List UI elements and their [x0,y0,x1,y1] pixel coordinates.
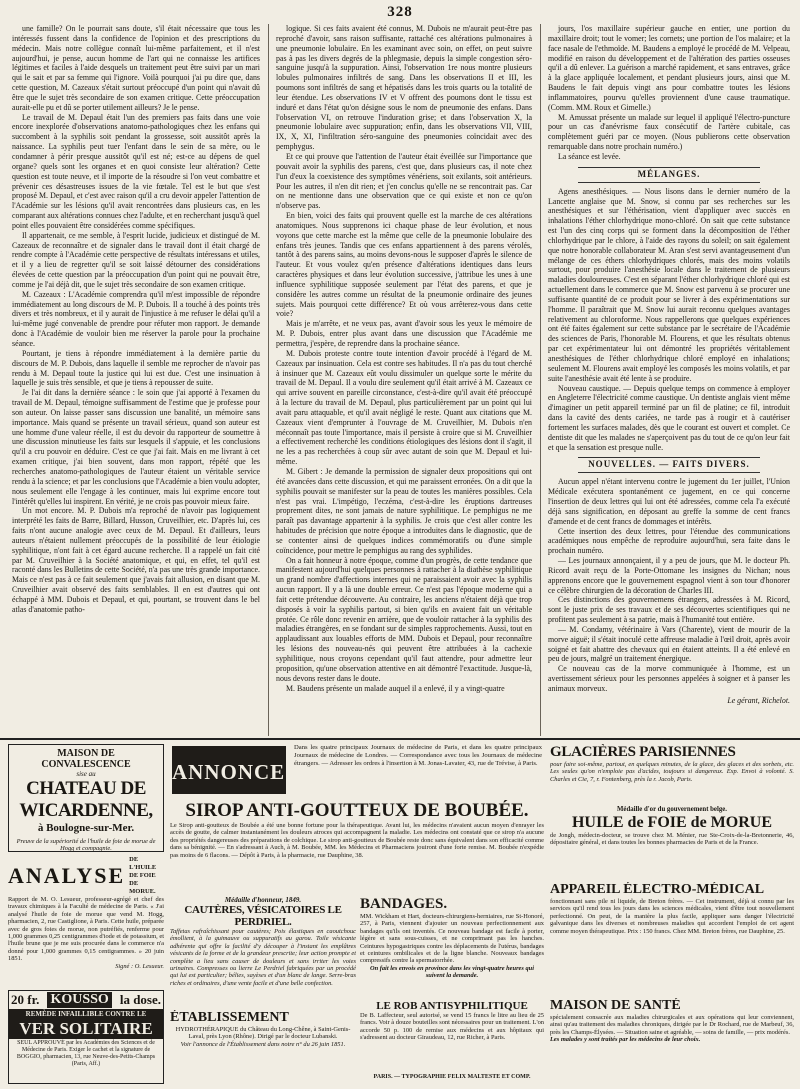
ad-kousso-line: REMÈDE INFAILLIBLE CONTRE LE [9,1009,163,1019]
ad-perdriel [170,896,356,1006]
paragraph: Agens anesthésiques. — Nous lisons dans le dernier numéro de la Lancette anglaise que M. Snow, si connu par ses recherches sur les anesthésiques et sur l'éthérisation, vient d'appliquer avec succès en inhalations l'éther chlorhydrique mono-chloré. On sait que cette substance est l'un des cinq corps qui se forment dans la décomposition de l'éther chlorhydrique par le chlore, à l'aide des rayons du soleil; on sait également que notre honorable collaborateur M. Aran s'est servi avantageusement d'un mélange de ces éthers chlorhydriques chlorés, mais des moins volatils surtout, pour produire l'anesthésie locale dans le traitement de plusieurs maladies douloureuses. C'est en séparant l'éther chlorhydrique chloré qui est actuellement dans le commerce que M. Snow est parvenu à se procurer une suffisante quantité de ce produit pour se livrer à des expérimentations sur l'homme. Il paraîtrait que M. Snow lui aurait reconnu quelques avantages relativement au chloroforme. Nous rappellerons que quelques expériences ont été faites également sur cette substance par le secrétaire de l'Académie des sciences de Paris, l'honorable M. Flourens, et que les résultats obtenus par cet expérimentateur lui ont démontré les propriétés véritablement anesthésiques de l'éther chlorhydrique chloré employé en inhalations; seulement M. Flourens avait employé les composés les moins volatils, et par suite l'anesthésie avait été lente à se produire. [548,186,790,383]
ad-convalescence [8,744,164,852]
ad-huile-body: de Jongh, médecin-docteur, se trouve chez M. Ménier, rue Ste-Croix-de-la-Bretonnerie, 46, dépositaire général, et dans toutes les bonnes pharmacies de Paris et de la France. [550,832,794,847]
paragraph: M. Dubois proteste contre toute intention d'avoir procédé à l'égard de M. Cazeaux par insinuation. Cela est contre ses habitudes. Il n'a pas du tout cherché à insinuer que M. Cazeaux eût voulu dissimuler un quelque sorte le mérite du travail de M. Depaul. Il a voulu dire seulement qu'il était arrivé à M. Cazeaux ce qui arrive souvent en pareille circonstance, c'est-à-dire qu'il avait été préoccupé à la lecture du travail de M. Depaul, plus particulièrement par un point qui lui avait paru attaquable, et qu'il avait négligé le reste. Quant aux citations que M. Cazeaux vient d'emprunter à l'ouvrage de M. Cruveilhier, M. Dubois n'en méconnaît pas toute l'importance, mais il persiste à croire que si M. Cruveilhier a effectivement recherché les conditions étiologiques des lésions dont il s'agit, il ne les a pas recherchées à coup sûr avec autant de soin que M. Depaul et lui-même. [276,348,532,467]
ad-electro-body: fonctionnant sans pile ni liquide, de Breton frères. — Cet instrument, déjà si connu par les services qu'il rend tous les jours dans les sciences médicales, vient d'être tout nouvellement perfectionné. On peut, de la manière la plus facile, appliquer sans danger l'électricité galvanique dans les diverses et nombreuses maladies qui accordent l'emploi de cet agent comme moyen thérapeutique. Prix : 150 francs. Chez MM. Breton frères, rue Dauphine, 25. [550,898,794,935]
ad-kousso-body: SEUL APPROUVÉ par les Académies des Sciences et de Médecine de Paris. Exiger le cachet et la signature de BOGGIO, pharmacien, 13, rue Neuve-des-Petits-Champs (Paris, Aff.) [16,1040,156,1067]
ad-perdriel-body: Taffetas rafraîchissant pour cautères; Pois élastiques en caoutchouc émollient, à la guimauve ou suppuratifs au garou. Toile vésicante adhérente qui offre la facilité d'y découper à l'instant les emplâtres vésicants de la forme et de la grandeur prescrite; leur action prompte et complète a lieu sans causer de douleurs et sans irriter les voies urinaires. Compresses ou lierre Le Perdriel fabriquées par un procédé qui lui est particulier; bélies, sayèses et d'un blanc de lange. Serre-bras riches et ordinaires, d'une vente facile et d'une belle confection. [170,928,356,987]
column-3-intro [548,24,790,162]
signature: Le gérant, Richelot. [727,695,790,705]
ad-bandages-note: On fait les envois en province dans les vingt-quatre heures qui suivent la demande. [369,964,535,980]
ad-electro [550,882,794,994]
paragraph: M. Cazeaux : L'Académie comprendra qu'il m'est impossible de répondre immédiatement au long discours de M. P. Dubois. Il a touché à des points très divers et très nombreux, et il y aurait de l'injustice à me refuser le délai qu'il a lui-même jugé convenable de prendre pour réfuter mon rapport. Je demande donc à l'Académie de vouloir bien me réserver la parole pour la prochaine séance. [12,289,260,348]
ad-sirop [170,800,544,892]
ad-rob [360,1000,544,1072]
ad-annonces-header [170,744,544,798]
ad-maison-sante [550,998,794,1086]
ad-analyse-title: ANALYSE [8,863,126,888]
ad-etablissement-sub: HYDROTHÉRAPIQUE du Château du Long-Chêne, à Saint-Genis-Laval, près Lyon (Rhône). Dirigé par le docteur Lubanski. [175,1026,351,1041]
printer-line: PARIS. — TYPOGRAPHIE FÉLIX MALTESTE ET COMP. [373,1074,531,1080]
column-3 [548,24,790,736]
annonces-side: Dans les quatre principaux Journaux de médecine de Paris, et dans les quatre principaux Journaux de médecine de Londres. — Correspondance avec tous les Journaux de médecine étrangers. — Adresser les ordres à l'insertion à M. Jonas-Lavater, 43, rue de Trévise, à Paris. [294,744,542,767]
ad-etablissement-note: Voir l'annonce de l'Établissement dans notre n° du 26 juin 1851. [180,1040,346,1048]
ad-bandages-title: BANDAGES. [360,896,448,912]
ad-convalescence-chateau: CHATEAU DE WICARDENNE, [19,778,153,821]
paragraph: jours, l'os maxillaire supérieur gauche en entier, une portion du maxillaire droit; tout le vomer; les cornets; une portion de l'os malaire; et la face nasale de l'ethmoïde. M. Baudens a employé le procédé de M. Velpeau, modifié en raison du développement et de l'altération des parties osseuses qu'il a dû enlever. La guérison a marché rapidement, et sans entraves, grâce à la glace appliquée localement, et pendant plusieurs jours, ainsi que M. Baudens le fait depuis vingt ans pour combattre toutes les lésions inflammatoires, pourvu qu'elles proviennent d'une cause traumatique. (Comm. MM. Roux et Gimelle.) [548,24,790,112]
ad-kousso-big: VER SOLITAIRE [9,1019,163,1039]
ad-rob-body: De B. Laffecteur, seul autorisé, se vend 15 francs le litre au lieu de 25 francs. Voir à douze bouteilles sont nécessaires pour un traitement. L'on accorde 50 p. 100 de remise aux médecins et aux hôpitaux qui s'adressent au docteur Giraudeau, 12, rue Richer, à Paris. [360,1012,544,1042]
ad-kousso-dose: la dose. [119,992,161,1007]
paragraph: Le travail de M. Depaul était l'un des premiers pas faits dans une voie encore inexplorée d'observations anatomo-pathologiques chez les enfans qui succombent à la syphilis soit pendant la grossesse, soit aussitôt après la naissance. La syphilis peut tuer l'enfant dans le sein de sa mère, ou le condamner à périr presque aussitôt qu'il est né; est-ce au dépens de quel organe? quels sont les organes et en quoi consiste leur altération? Cette question est toute neuve, et il importe de la résoudre si l'on veut combattre et prévenir ces désastreuses issues de la vie fœtale. Tel est le but que s'est proposé M. Depaul, et c'est avec raison qu'il a cru devoir appeler l'attention de l'Académie sur les lésions qu'il avait rencontrées dans plusieurs cas, en les comparant aux altérations connues chez l'adulte, et en recherchant jusqu'à quel point elles pouvaient être considérées comme spécifiques. [12,112,260,230]
paragraph: Mais je m'arrête, et ne veux pas, avant d'avoir sous les yeux le mémoire de M. P. Dubois, entrer plus avant dans une discussion que l'Académie me permettra, j'espère, de reprendre dans la prochaine séance. [276,319,532,348]
ad-analyse-subtitle: DE L'HUILE DE FOIE DE MORUE. [129,856,157,895]
ad-perdriel-top: Médaille d'honneur, 1849. [224,896,302,904]
ad-convalescence-sub: sise au [76,770,96,778]
paragraph: Aucun appel n'étant intervenu contre le jugement du 1er juillet, l'Union Médicale exécutera spontanément ce jugement, en ce qui concerne l'insertion de deux lettres qui lui ont été adressées, comme cela l'a exécuté déjà sans signification, en déposant au greffe la somme de cent francs d'amende et de cent francs de dommages et intérêts. [548,477,790,526]
ad-huile [550,806,794,878]
section-title-nouvelles: NOUVELLES. — FAITS DIVERS. [548,457,790,473]
paragraph: La séance est levée. [558,151,621,161]
paragraph: — Les journaux annonçaient, il y a peu de jours, que M. le docteur Ph. Ricord avait reçu de la Porte-Ottomane les insignes du Nichan; nous apprenons encore que le gouvernement espagnol vient à son tour d'honorer ce célèbre chirurgien de la décoration de Charles III. [548,556,790,595]
paragraph: Et ce qui prouve que l'attention de l'auteur était éveillée sur l'importance que pouvait avoir la syphilis des parens, c'est que, dans plusieurs cas, il note chez l'un d'eux la coexistence des symptômes vénériens, soit exilants, soit antérieurs. Pour les autres, il n'en dit rien; et j'en conclus qu'elle ne se rencontrait pas. Car on ne mentionne dans une observation que ce qui existe et non ce qu'on n'observe pas. [276,151,532,211]
paragraph: une famille? On le pourrait sans doute, s'il était nécessaire que tous les intéressés fussent dans la confidence de l'opinion et des prescriptions du médecin. Mais notre collègue connaît lui-même parfaitement, et il n'est aujourd'hui, je pense, aucun homme de l'art qui ne connaisse les artifices légitimes et faciles à l'aide desquels un traitement peut être suivi par un mari qui le sait et par sa femme qui l'ignore. Voilà pourquoi j'ai pu dire que, dans cette question, M. Cazeaux s'était surtout préoccupé d'un point qui n'avait dû être que le sujet très secondaire de son examen critique. Cette préoccupation aurait-elle pu et dû se porter utilement ailleurs? Je le pense. [12,24,260,112]
paragraph: Un mot encore. M. P. Dubois m'a reproché de n'avoir pas logiquement interprété les faits de Barre, Billard, Husson, Cruveilhier, etc. D'après lui, ces faits n'ont aucune analogie avec ceux de M. Depaul. Et d'ailleurs, leurs auteurs n'étaient nullement préoccupés de la possibilité de leur étiologie syphilitique, n'ont fait à cet égard aucune recherche. Il a rappelé un fait cité par M. Cruveilhier à la Société anatomique, et qui, en effet, tel qu'il est raconté dans les Bulletins de cette Société, n'a pas une très grande importance. Mais ce n'est pas à ce fait seulement que j'avais fait allusion, en disant que M. Cruveilhier avait observé des faits semblables. Il en est d'autres qui ont échappé à MM. Dubois et Depaul, et qui, pourtant, se trouvent dans le bel atlas d'anatomie patho- [12,506,260,614]
ad-kousso [8,990,164,1084]
ad-bandages-body: MM. Wickham et Hart, docteurs-chirurgiens-herniaires, rue St-Honoré, 257, à Paris, viennent d'ajouter un nouveau perfectionnement aux bandages qu'ils ont inventés. Ce nouveau bandage est facile à porter, légère et sans sous-cuisses, et ne comprimant pas les hanches. Ceintures hypogastriques contre les déplacements de l'utérus, bandages et ceintures ombilicales et de la ligne blanche. Nouveaux bandages compressifs contre la spermatorrhée. [360,913,544,965]
ad-etablissement-title: ÉTABLISSEMENT [170,1010,289,1025]
column-divider [540,24,541,736]
ad-glacieres-title: GLACIÈRES PARISIENNES [550,744,736,760]
paragraph: — M. Condamy, vétérinaire à Vars (Charente), vient de mourir de la morve aiguë; il s'était inoculé cette affreuse maladie à l'œil droit, après avoir soigné et fait abattre des chevaux qui en étaient atteints. Il a été enlevé en peu de jours, malgré un traitement énergique. [548,624,790,664]
column-1 [12,24,260,736]
ad-sirop-body: Le Sirop anti-goutteux de Boubée a été une bonne fortune pour la thérapeutique. Avant lui, les médecins n'avaient aucun moyen d'enrayer les accès de goutte, de calmer instantanément les douleurs atroces qui accompagnent la maladie. Les médecins ont constaté que ce sirop n'a aucune des propriétés dangereuses des préparations de colchique. Le sirop anti-goutteux de Boubée reste donc sans équivalent dans son efficacité comme dans sa bénignité. — En s'adressant à Auch, à M. Boubée, MM. les Médecins et Pharmaciens jouiront d'une forte remise. M. Boubée n'expédie pas moins de 6 flacons. — Dépôt à Paris, à la pharmacie, rue Dauphine, 38. [170,822,544,859]
ad-bandages [360,896,544,996]
ad-convalescence-title: MAISON DE CONVALESCENCE [41,748,131,770]
page-number: 328 [387,4,413,20]
paragraph: On a fait honneur à notre époque, comme d'un progrès, de cette tendance que manifestent aujourd'hui quelques personnes à rattacher à la diathèse syphilitique un grand nombre d'affections internes qui ne paraissaient avoir avec la syphilis aucun rapport. Il y a là une double erreur. Ce n'est pas l'époque moderne qui a fait cette prétendue découverte. Au contraire, les anciens n'étaient déjà que trop disposés à voir la syphilis partout, si bien qu'ils en avaient fait un véritable protée. Ce rôle donc revenir en arrière, que de vouloir rattacher à la syphilis des maladies étrangères, en se fondant sur de simples rapprochements. Aussi, tout en applaudissant aux louables efforts de MM. Dubois et Depaul, pour reconnaître les lésions des nouveau-nés qui peuvent être attribuées à la cachexie syphilitique, nous croyons cependant qu'il faut attendre, pour admettre leur proposition, qu'une observation attentive en ait démontré l'exactitude. Jusque-là, nous devons rester dans le doute. [276,555,532,683]
ad-sirop-title: SIROP ANTI-GOUTTEUX DE BOUBÉE. [185,800,529,821]
section-nouvelles [548,477,790,694]
ad-sante-title: MAISON DE SANTÉ [550,998,681,1013]
ad-huile-title: HUILE de FOIE de MORUE [571,814,772,831]
ad-kousso-price: 20 fr. [11,992,40,1007]
paragraph: Ce nouveau cas de la morve communiquée à l'homme, est un avertissement sérieux pour les personnes appelées à soigner et à panser les animaux morveux. [548,664,790,693]
ad-sante-note: Les malades y sont traités par les médecins de leur choix. [550,1036,701,1044]
paragraph: Ces distinctions des gouvernemens étrangers, adressées à M. Ricord, sont le juste prix de ses travaux et de ses découvertes scientifiques qui ne profitent pas seulement à sa patrie, mais à l'humanité tout entière. [548,595,790,625]
paragraph: M. Amussat présente un malade sur lequel il appliqué l'électro-puncture pour un cas d'anévrisme faux consécutif de l'artère cubitale, cas complètement guéri par ce moyen. (Nous publierons cette observation remarquable dans notre prochain numéro.) [548,112,790,152]
ad-convalescence-body: Preuve de la supériorité de l'huile de foie de morue de Hogg et compagnie. [16,838,156,852]
section-title-melanges: MÉLANGES. [548,167,790,183]
ad-analyse-sign: Signé : O. Lesueur. [115,962,164,970]
paragraph: Nouveau caustique. — Depuis quelque temps on commence à employer en Angleterre l'électricité comme caustique. Un dentiste anglais vient même d'imaginer un petit appareil terminé par un fil de platine; ce fil, introduit dans la cavité des dents cariées, ne tarde pas à rougir et à cautériser fortement les surfaces malades, dès que le courant est ouvert et complet. Ce dentiste dit que les malades ne s'aperçoivent pas du tout de ce qu'on leur fait et que la sensation est presque nulle. [548,383,790,452]
ads-separator [0,738,800,740]
paragraph: En bien, voici des faits qui prouvent quelle est la marche de ces altérations anatomiques. Nous supprenons ici chaque phase de leur évolution, et nous voyons que cette marche est la même que celle de la pneumonie lobulaire des enfans très jeunes. Tandis que ces enfans appartiennent à des parens vérolés, tantôt à des parens sains, au moins devons-nous le supposer d'après le silence de l'auteur. Et vous voulez qu'en présence d'altérations identiques dans leurs caractères physiques et dans leur évolution successive, j'attribue les unes à une influence syphilitique supposée seulement par l'état des parens, et que je considère les autres comme un résultat de la pneumonie ordinaire des jeunes sujets. Mais pourquoi cette différence? Et où vous arrêterez-vous dans cette voie? [276,211,532,319]
ad-huile-top: Médaille d'or du gouvernement belge. [617,806,727,813]
ad-analyse-body: Rapport de M. O. Lesueur, professeur-agrégé et chef des travaux chimiques à la Faculté de médecine de Paris. « J'ai analysé l'huile de foie de morue que vend M. Hogg, pharmacien, 2, rue Castiglione, à Paris. Cette huile, préparée avec de gros foies de morue, non putréfiés, renferme pour 1,000 grammes 0,25 centigrammes d'iode et de potassium, et l'huile brune que je me suis procurée dans le commerce n'a donné pour 1,000 grammes 0,15 centigrammes. » 20 juin 1851. [8,896,164,963]
paragraph: Je l'ai dit dans la dernière séance : le soin que j'ai apporté à l'examen du travail de M. Depaul, témoigne suffisamment de l'estime que je professe pour son auteur. On laisse passer sans discussion une banalité, un mémoire sans importance. Mais quand se présente un travail sérieux, quand son auteur est une homme d'une valeur réelle, il est du devoir du rapporteur de soumettre à une discussion minutieuse les faits sur lesquels il s'appuie, et les conclusions qu'il a cru pouvoir en déduire. C'est ce que j'ai fait. Mais en me livrant à cet examen critique, j'ai bien souvent, dans mon rapport, répété que les recherches anatomo-pathologiques de l'auteur étaient un véritable service rendu à la science; et par les conclusions que l'Académie a bien voulu adopter, nous seulement elle l'engage à les continuer, mais lui exprime encore tout l'intérêt qu'elles lui inspirent. En vérité, je ne crois pas pouvoir mieux faire. [12,388,260,506]
paragraph: M. Baudens présente un malade auquel il a enlevé, il y a vingt-quatre [286,683,505,693]
ad-glacieres-body: pour faire soi-même, partout, en quelques minutes, de la glace, des glaces et des sorbets, etc. Les seules qu'on n'emploie pas d'acides, toujours si dangereux. Exp. Envoi à volonté. S. Charles et Cie, 7, r. Fontenberg, près la r. Jacob, Paris. [550,761,794,783]
paragraph: M. Gibert : Je demande la permission de signaler deux propositions qui ont été avancées dans cette discussion, et qui me paraissent erronées. On a dit que la syphilis pouvait se manifester sur la peau de toutes les manières possibles. Cela n'est pas vrai. L'impétigo, l'eczéma, c'est-à-dire les éruptions dartreuses proprement dites, ne sont jamais de nature syphilitique. Le pemphigus ne me paraît pas davantage appartenir à la syphilis. Je crois que c'est aller contre les habitudes de précision que notre époque a introduites dans le diagnostic, que de se contenter ainsi de quelques indices commémoratifs ou d'une simple coïncidence, pour mettre le pemphigus au rang des syphilides. [276,466,532,555]
ad-sante-body: spécialement consacrée aux maladies chirurgicales et aux opérations qui leur conviennent, ainsi qu'au traitement des maladies chroniques, dirigée par le Dr Rochard, rue de Marbeuf, 36, près les Champs-Élysées. — Situation saine et agréable, — soins de famille, — prix modérés. [550,1014,794,1036]
paragraph: Pourtant, je tiens à répondre immédiatement à la dernière partie du discours de M. P. Dubois, dans laquelle il semble me reprocher de n'avoir pas rendu à M. Depaul toute la justice qui lui est due. C'est une insinuation à laquelle je suis très sensible, et que je tiens à repousser de suite. [12,348,260,388]
ad-etablissement [170,1010,356,1084]
ad-electro-title: APPAREIL ÉLECTRO-MÉDICAL [550,882,765,897]
ad-analyse [8,856,164,986]
ad-rob-title: LE ROB ANTISYPHILITIQUE [376,1000,528,1012]
ad-kousso-name: KOUSSO [47,992,111,1008]
column-2 [276,24,532,736]
paragraph: logique. Si ces faits avaient été connus, M. Dubois ne m'aurait peut-être pas reproché d'avoir, sans raison suffisante, rattaché ces altérations pulmonaires à une pneumonie lobulaire. En les examinant avec soin, on effet, on peut suivre pas à pas les divers degrés de la phlegmasie, depuis la simple congestion séro-sanguine jusqu'à la suppuration. Ainsi, l'observation 1re nous montre plusieurs lobules pulmonaires infiltrés de sang. Dans les observations II et III, les poumons sont infiltrés de sang et hépatisés dans les trois quarts ou la totalité de leur étendue. Les observations IV et V offrent des poumons dont le tissu est induré et dans l'état qu'on désigne sous le nom de pneumonie des enfans. Dans l'observation VI, on retrouve l'induration grise; et dans l'observation X, la pneumonie lobulaire avec suppuration; enfin, dans les observations VII, VIII, IX, X, XI, l'infiltration séro-sanguine des pneumonies coïncidait avec des pemphygus. [276,24,532,152]
section-melanges [548,187,790,453]
ad-convalescence-place: à Boulogne-sur-Mer. [37,822,135,834]
ad-perdriel-title: CAUTÈRES, VÉSICATOIRES LE PERDRIEL. [184,904,342,928]
column-divider [268,24,269,736]
annonces-title: ANNONCES [170,744,288,796]
paragraph: Cette insertion des deux lettres, pour l'étendue des communications académiques nous empêche de reproduire aujourd'hui, sera faite dans le prochain numéro. [548,526,790,556]
ad-glacieres [550,744,794,802]
paragraph: Il appartenait, ce me semble, à l'esprit lucide, judicieux et distingué de M. Cazeaux de reconnaître et de signaler dans le travail dont il était chargé de rendre compte à l'Académie cette perspective de résultats intéressans et utiles, et il y a lieu de regretter qu'il se soit laissé détourner des considérations élevées de cette question par la préoccupation d'un point qui ne pouvait être, comme je l'ai déjà dit, que le sujet très secondaire de son examen critique. [12,230,260,289]
